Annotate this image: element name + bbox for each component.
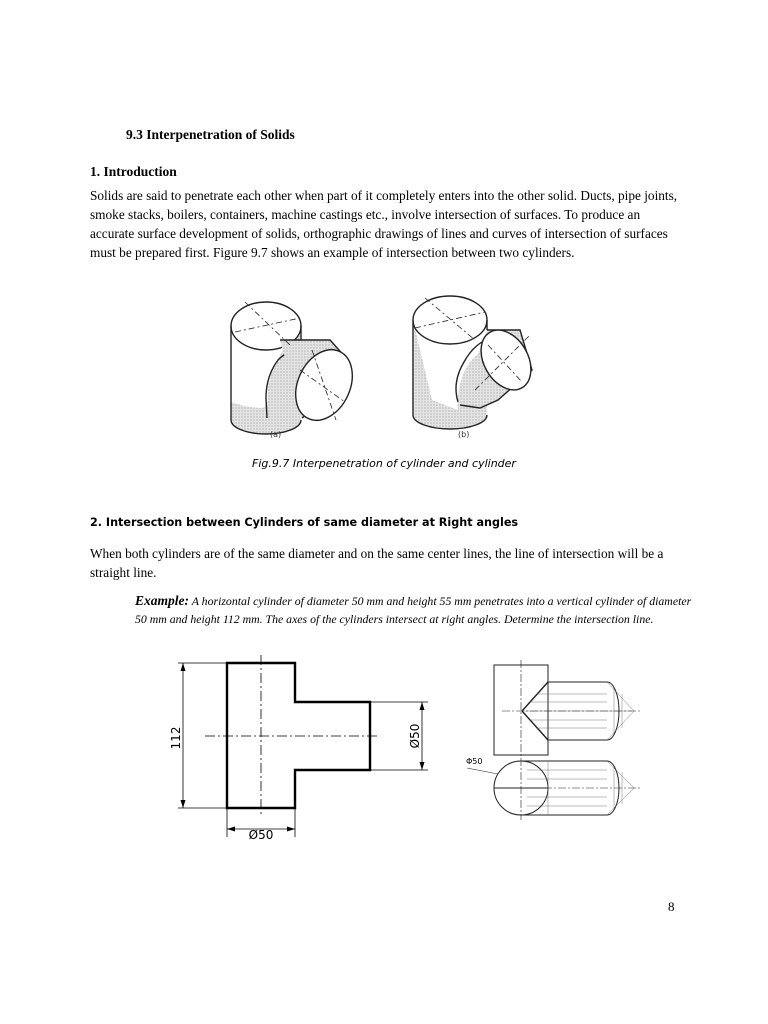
dim-phi-label: Φ50 [466, 757, 483, 766]
figure-label-b: (b) [458, 430, 470, 439]
intro-paragraph: Solids are said to penetrate each other when part of it completely enters into the other solid. Ducts, pipe joints, smoke stacks, boilers, containers, machine castings etc., involve intersection of surfaces. To produce an accurate surface development of solids, orthographic drawings of lines and curves of intersection of surfaces must be prepared first. Figure 9.7 shows an example of intersection between two cylinders. [90, 188, 678, 260]
example-label: Example: [135, 593, 189, 608]
intro-heading: 1. Introduction [90, 164, 177, 179]
page-number: 8 [668, 899, 675, 914]
section-title: 9.3 Interpenetration of Solids [126, 127, 295, 142]
dim-diameter-bottom-label: Ø50 [248, 828, 274, 842]
figure-caption: Fig.9.7 Interpenetration of cylinder and cylinder [252, 457, 516, 470]
figure-b-drawing [413, 296, 540, 429]
dim-diameter-right-label: Ø50 [408, 723, 422, 749]
figure-9-7 [220, 290, 540, 445]
orthographic-drawing [462, 660, 652, 820]
figure-a-drawing [231, 302, 363, 434]
figure-label-a: (a) [270, 430, 282, 439]
t-cylinder-drawing [160, 655, 440, 845]
section2-paragraph: When both cylinders are of the same diameter and on the same center lines, the line of intersection will be a straight line. [90, 546, 664, 580]
section2-heading: 2. Intersection between Cylinders of same diameter at Right angles [90, 516, 519, 529]
example-block [135, 592, 695, 628]
example-text: A horizontal cylinder of diameter 50 mm and height 55 mm penetrates into a vertical cylinder of diameter 50 mm and height 112 mm. The axes of the cylinders intersect at right angles. Determine the intersection line. [135, 594, 692, 626]
dim-height-label: 112 [169, 726, 183, 750]
